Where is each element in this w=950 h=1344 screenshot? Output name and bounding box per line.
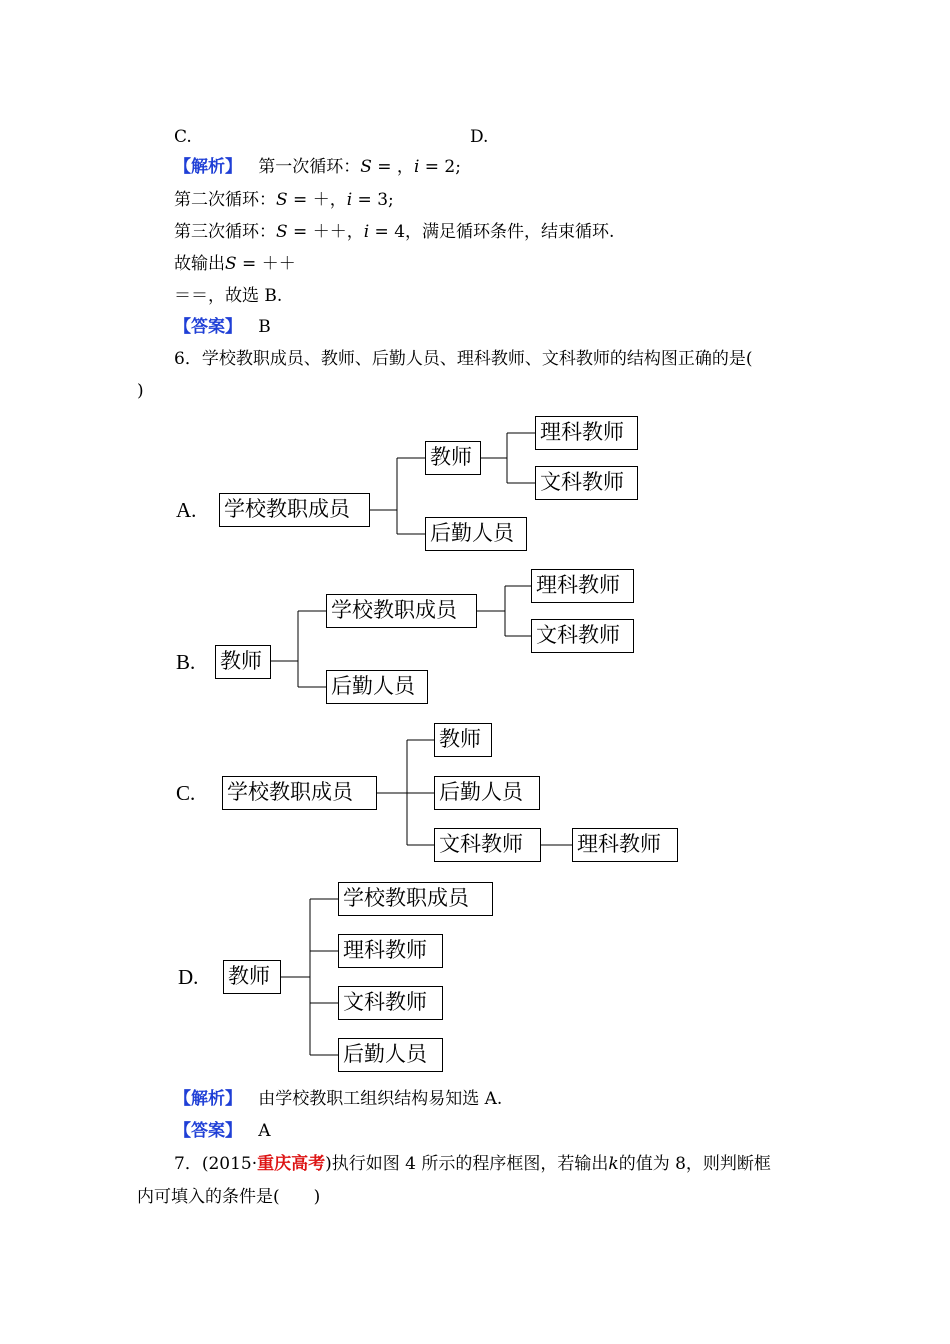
var-s: S bbox=[360, 157, 372, 177]
box-root-a: 学校教职成员 bbox=[219, 493, 370, 527]
var-i: i bbox=[363, 222, 370, 242]
analysis-text: = ， bbox=[371, 157, 414, 177]
analysis-text: 第一次循环： bbox=[258, 157, 361, 177]
analysis-text: = 4，满足循环条件，结束循环. bbox=[369, 222, 615, 242]
answer-value: B bbox=[258, 317, 271, 337]
box-science-c: 理科教师 bbox=[572, 828, 678, 862]
analysis-text: 由学校教职工组织结构易知选 A. bbox=[258, 1089, 503, 1109]
option-d-diagram-label: D. bbox=[178, 965, 199, 989]
box-arts-a: 文科教师 bbox=[535, 466, 638, 500]
question-7-line-1 bbox=[174, 1153, 771, 1175]
var-s: S bbox=[276, 190, 288, 210]
analysis-tag: 【解析】 bbox=[174, 157, 242, 177]
box-arts-b: 文科教师 bbox=[531, 619, 634, 653]
question-6-stem: 6．学校教职成员、教师、后勤人员、理科教师、文科教师的结构图正确的是( bbox=[174, 349, 753, 369]
analysis-text: = ＋， bbox=[287, 190, 347, 210]
option-c-label: C. bbox=[174, 127, 192, 147]
var-i: i bbox=[413, 157, 420, 177]
analysis-line-q6 bbox=[174, 1088, 502, 1110]
analysis-line-5: ＝＝，故选 B. bbox=[174, 286, 283, 306]
question-6-stem-close: ) bbox=[137, 381, 144, 401]
var-k: k bbox=[608, 1154, 619, 1174]
answer-value: A bbox=[258, 1121, 271, 1141]
box-science-a: 理科教师 bbox=[535, 416, 638, 450]
var-i: i bbox=[346, 190, 353, 210]
question-text: 7．(2015· bbox=[174, 1154, 258, 1174]
box-logistics-d: 后勤人员 bbox=[338, 1038, 443, 1072]
option-c-diagram-label: C. bbox=[176, 781, 196, 805]
box-science-d: 理科教师 bbox=[338, 934, 443, 968]
question-text: 的值为 8，则判断框 bbox=[618, 1154, 771, 1174]
question-text: )执行如图 4 所示的程序框图，若输出 bbox=[325, 1154, 609, 1174]
box-arts-c: 文科教师 bbox=[434, 828, 541, 862]
box-teacher-a: 教师 bbox=[425, 441, 481, 475]
box-science-b: 理科教师 bbox=[531, 569, 634, 603]
box-logistics-a: 后勤人员 bbox=[425, 517, 527, 551]
answer-tag: 【答案】 bbox=[174, 317, 242, 337]
option-a-label: A. bbox=[176, 498, 197, 522]
analysis-text: 第二次循环： bbox=[174, 190, 276, 210]
option-d-label: D. bbox=[470, 127, 489, 147]
box-root-d: 教师 bbox=[223, 960, 281, 994]
option-b-label: B. bbox=[176, 650, 196, 674]
box-logistics-b: 后勤人员 bbox=[326, 670, 428, 704]
source-tag: 重庆高考 bbox=[257, 1154, 326, 1174]
analysis-text: = 3; bbox=[352, 190, 394, 210]
analysis-text: = ＋＋， bbox=[287, 222, 364, 242]
box-root-c: 学校教职成员 bbox=[222, 776, 377, 810]
analysis-text: = ＋＋ bbox=[236, 254, 296, 274]
box-root-b: 教师 bbox=[215, 645, 271, 679]
answer-line-q6 bbox=[174, 1120, 271, 1142]
box-arts-d: 文科教师 bbox=[338, 986, 443, 1020]
analysis-text: = 2; bbox=[419, 157, 461, 177]
analysis-tag: 【解析】 bbox=[174, 1089, 242, 1109]
analysis-text: 第三次循环： bbox=[174, 222, 276, 242]
var-s: S bbox=[276, 222, 288, 242]
question-7-line-2: 内可填入的条件是( ) bbox=[137, 1187, 321, 1207]
analysis-text: 故输出 bbox=[174, 254, 225, 274]
box-teacher-c: 教师 bbox=[434, 723, 492, 757]
box-staff-b: 学校教职成员 bbox=[326, 594, 477, 628]
answer-tag: 【答案】 bbox=[174, 1121, 242, 1141]
var-s: S bbox=[225, 254, 237, 274]
box-logistics-c: 后勤人员 bbox=[434, 776, 540, 810]
box-staff-d: 学校教职成员 bbox=[338, 882, 493, 916]
